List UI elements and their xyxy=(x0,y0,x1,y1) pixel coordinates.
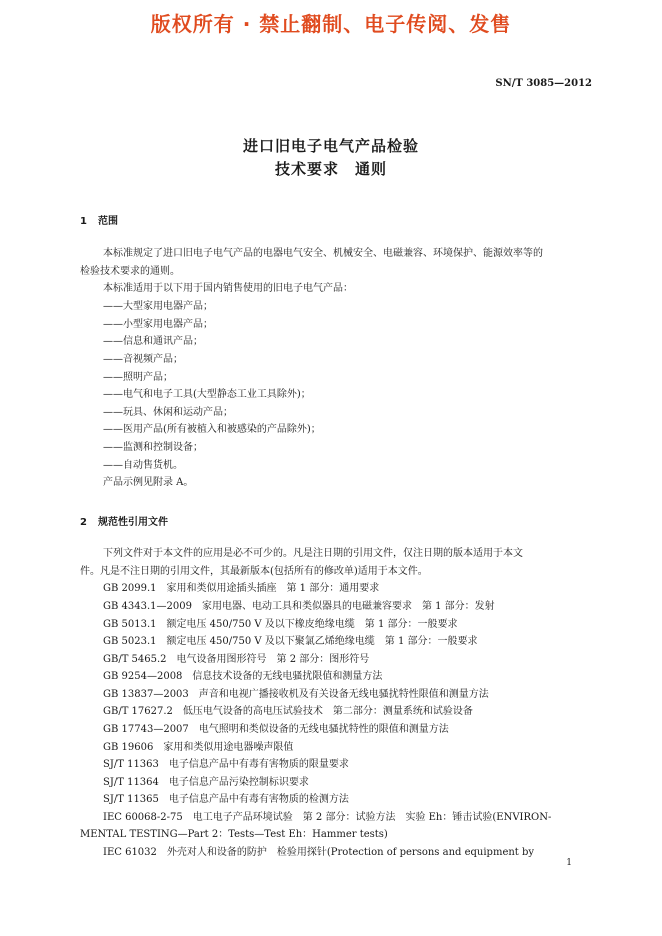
list-item: ——电气和电子工具(大型静态工业工具除外)； xyxy=(103,389,311,400)
standard-code: SN/T 3085—2012 xyxy=(495,78,592,89)
reference-item: SJ/T 11364 电子信息产品污染控制标识要求 xyxy=(103,777,309,788)
reference-item: GB 4343.1—2009 家用电器、电动工具和类似器具的电磁兼容要求 第 1 部分：发射 xyxy=(103,601,495,612)
reference-item: GB 9254—2008 信息技术设备的无线电骚扰限值和测量方法 xyxy=(103,671,383,682)
page-number: 1 xyxy=(566,858,572,868)
reference-item: GB 19606 家用和类似用途电器噪声限值 xyxy=(103,742,294,753)
copyright-watermark: 版权所有 · 禁止翻制、电子传阅、发售 xyxy=(150,12,512,36)
reference-item: GB 5023.1 额定电压 450/750 V 及以下聚氯乙烯绝缘电缆 第 1 部分：一般要求 xyxy=(103,636,478,647)
paragraph-line: 产品示例见附录 A。 xyxy=(103,477,194,488)
list-item: ——监测和控制设备； xyxy=(103,442,203,453)
list-item: ——信息和通讯产品； xyxy=(103,336,203,347)
reference-item: GB 13837—2003 声音和电视广播接收机及有关设备无线电骚扰特性限值和测量方法 xyxy=(103,689,489,700)
list-item: ——自动售货机。 xyxy=(103,460,183,471)
paragraph-line: 本标准适用于以下用于国内销售使用的旧电子电气产品： xyxy=(103,283,353,294)
reference-item: SJ/T 11365 电子信息产品中有毒有害物质的检测方法 xyxy=(103,794,349,805)
section-heading-scope xyxy=(80,212,118,227)
reference-item: GB 2099.1 家用和类似用途插头插座 第 1 部分：通用要求 xyxy=(103,583,380,594)
section-heading-normative-references xyxy=(80,513,168,528)
paragraph-line: 检验技术要求的通则。 xyxy=(80,266,180,277)
reference-item: IEC 61032 外壳对人和设备的防护 检验用探针(Protection of persons and equipment by xyxy=(103,847,535,858)
reference-item: IEC 60068-2-75 电工电子产品环境试验 第 2 部分：试验方法 实验 Eh：锤击试验(ENVIRON- xyxy=(103,812,552,823)
list-item: ——照明产品； xyxy=(103,372,173,383)
list-item: ——小型家用电器产品； xyxy=(103,319,213,330)
section-number: 2 xyxy=(80,517,87,528)
reference-item: GB 5013.1 额定电压 450/750 V 及以下橡皮绝缘电缆 第 1 部分：一般要求 xyxy=(103,619,458,630)
reference-item-continued: MENTAL TESTING—Part 2：Tests—Test Eh：Hammer tests) xyxy=(80,829,388,840)
section-title: 规范性引用文件 xyxy=(98,517,168,528)
document-title-line1: 进口旧电子电气产品检验 xyxy=(242,137,419,155)
section-title: 范围 xyxy=(98,216,118,227)
list-item: ——医用产品(所有被植入和被感染的产品除外)； xyxy=(103,424,321,435)
list-item: ——大型家用电器产品； xyxy=(103,301,213,312)
list-item: ——音视频产品； xyxy=(103,354,183,365)
paragraph-line: 下列文件对于本文件的应用是必不可少的。凡是注日期的引用文件，仅注日期的版本适用于本文 xyxy=(103,548,523,559)
section-number: 1 xyxy=(80,216,87,227)
paragraph-line: 本标准规定了进口旧电子电气产品的电器电气安全、机械安全、电磁兼容、环境保护、能源效率等的 xyxy=(103,248,543,259)
paragraph-line: 件。凡是不注日期的引用文件，其最新版本(包括所有的修改单)适用于本文件。 xyxy=(80,566,428,577)
reference-item: GB/T 17627.2 低压电气设备的高电压试验技术 第二部分：测量系统和试验设备 xyxy=(103,706,473,717)
list-item: ——玩具、休闲和运动产品； xyxy=(103,407,233,418)
reference-item: GB/T 5465.2 电气设备用图形符号 第 2 部分：图形符号 xyxy=(103,654,370,665)
reference-item: SJ/T 11363 电子信息产品中有毒有害物质的限量要求 xyxy=(103,759,349,770)
reference-item: GB 17743—2007 电气照明和类似设备的无线电骚扰特性的限值和测量方法 xyxy=(103,724,449,735)
document-title-line2: 技术要求 通则 xyxy=(274,160,387,178)
